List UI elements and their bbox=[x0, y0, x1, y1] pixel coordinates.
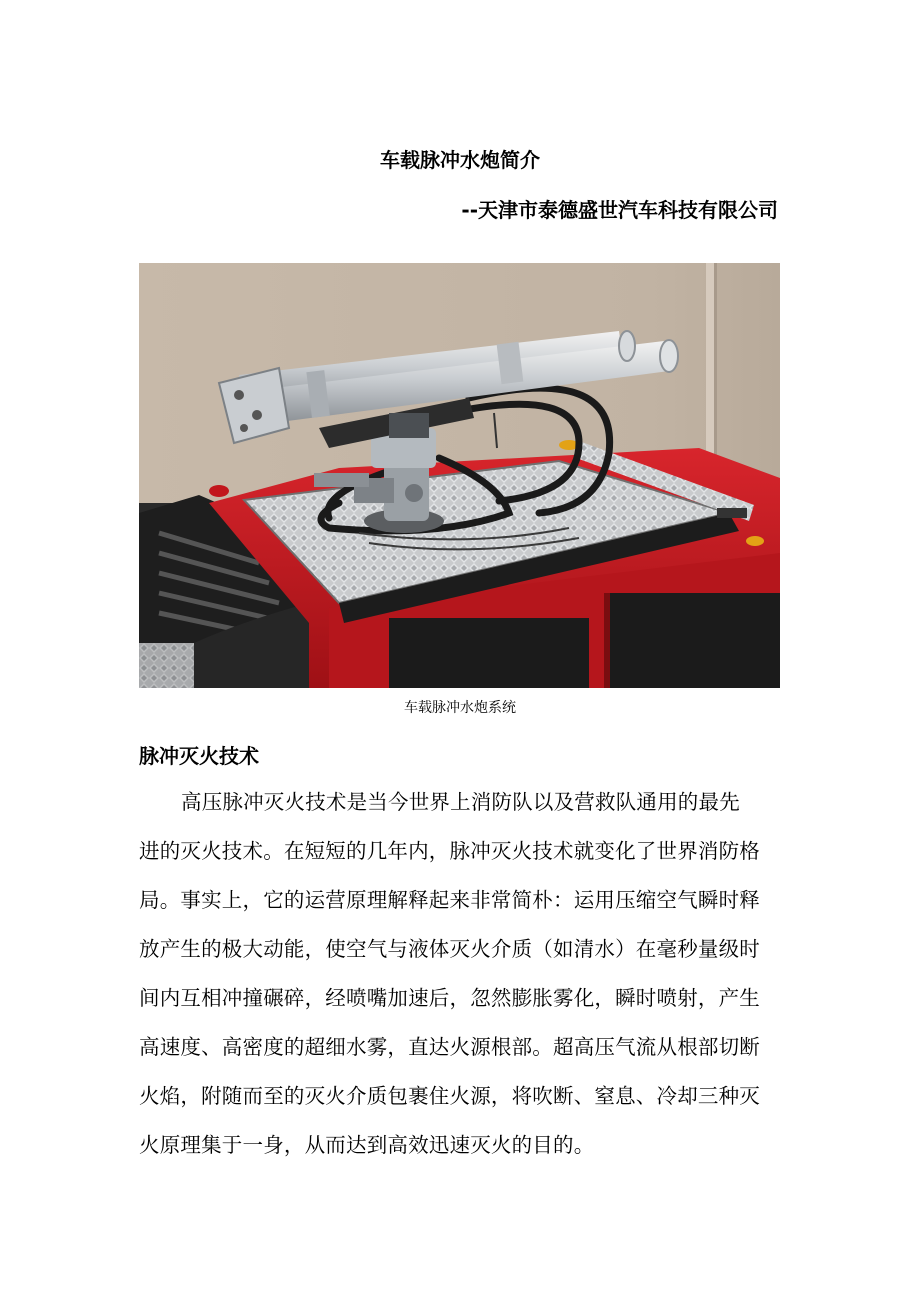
paragraph-line: 间内互相冲撞碾碎，经喷嘴加速后，忽然膨胀雾化，瞬时喷射，产生 bbox=[139, 986, 760, 1010]
paragraph-line: 放产生的极大动能，使空气与液体灭火介质（如清水）在毫秒量级时 bbox=[139, 937, 760, 961]
paragraph-line: 高压脉冲灭火技术是当今世界上消防队以及营救队通用的最先 bbox=[181, 790, 740, 814]
body-paragraph bbox=[139, 784, 781, 1176]
paragraph-line: 进的灭火技术。在短短的几年内，脉冲灭火技术就变化了世界消防格 bbox=[139, 839, 760, 863]
water-cannon-photo bbox=[139, 263, 780, 688]
paragraph-line: 火原理集于一身，从而达到高效迅速灭火的目的。 bbox=[139, 1133, 595, 1157]
document-title: 车载脉冲水炮简介 bbox=[380, 148, 540, 172]
section-heading: 脉冲灭火技术 bbox=[139, 744, 259, 768]
company-name: --天津市泰德盛世汽车科技有限公司 bbox=[461, 198, 778, 222]
figure-caption: 车载脉冲水炮系统 bbox=[404, 700, 516, 716]
paragraph-line: 火焰，附随而至的灭火介质包裹住火源，将吹断、窒息、冷却三种灭 bbox=[139, 1084, 760, 1108]
paragraph-line: 高速度、高密度的超细水雾，直达火源根部。超高压气流从根部切断 bbox=[139, 1035, 760, 1059]
paragraph-line: 局。事实上，它的运营原理解释起来非常简朴：运用压缩空气瞬时释 bbox=[139, 888, 760, 912]
